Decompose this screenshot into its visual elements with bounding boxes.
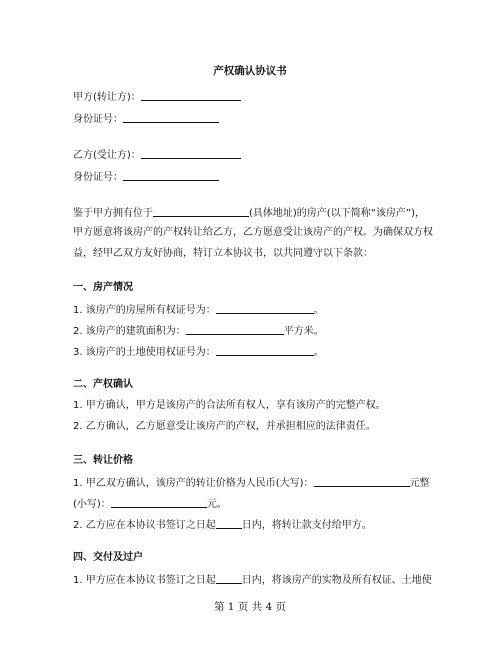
price-upper-blank	[314, 476, 410, 487]
party-a-id-line	[73, 112, 219, 126]
area-blank	[186, 324, 284, 335]
party-a-label: 甲方(转让方)：	[73, 92, 141, 103]
ownership-cert-blank	[216, 303, 314, 314]
s4-item-1	[73, 573, 432, 587]
party-b-label: 乙方(受让方)：	[73, 150, 141, 161]
party-b-id-line	[73, 170, 219, 184]
s1-item-1-end: 。	[313, 305, 324, 316]
party-a-id-blank	[123, 112, 219, 123]
s2-item-2: 2. 乙方确认，乙方愿意受让该房产的产权，并承担相应的法律责任。	[73, 421, 376, 432]
party-b-line	[73, 148, 241, 162]
s3-item-1-unit: 元整	[409, 478, 430, 489]
section-4-heading: 四、交付及过户	[73, 552, 143, 563]
section-3-heading: 三、转让价格	[73, 455, 133, 466]
intro-line-3: 益，经甲乙双方友好协商，特订立本协议书，以共同遵守以下条款：	[73, 248, 373, 259]
intro-line-1	[73, 206, 425, 220]
s3-item-2	[73, 518, 372, 532]
party-b-id-blank	[123, 170, 219, 181]
address-blank	[153, 206, 249, 217]
s1-item-2-text: 2. 该房产的建筑面积为：	[73, 326, 186, 337]
s4-item-1-text: 1. 甲方应在本协议书签订之日起	[73, 575, 216, 586]
s3-lower-label: (小写)：	[73, 499, 111, 510]
land-cert-blank	[216, 345, 314, 356]
price-lower-blank	[111, 497, 207, 508]
document-title: 产权确认协议书	[213, 65, 287, 77]
s1-item-2-end: 平方米。	[283, 326, 324, 337]
intro-line-2: 甲方愿意将该房产的产权转让给乙方，乙方愿意受让该房产的产权。为确保双方权	[73, 227, 433, 238]
intro-text-1a: 鉴于甲方拥有位于	[73, 208, 153, 219]
section-2-heading: 二、产权确认	[73, 379, 133, 390]
s3-lower-unit: 元。	[206, 499, 227, 510]
s1-item-1	[73, 303, 324, 317]
s1-item-1-text: 1. 该房产的房屋所有权证号为：	[73, 305, 216, 316]
s1-item-3-end: 。	[313, 347, 324, 358]
payment-days-blank	[216, 518, 242, 529]
intro-text-1b: (具体地址)的房产(以下简称“该房产”)，	[249, 208, 425, 219]
s2-item-1: 1. 甲方确认，甲方是该房产的合法所有权人，享有该房产的完整产权。	[73, 400, 386, 411]
party-a-blank	[141, 90, 241, 101]
party-b-blank	[141, 148, 241, 159]
s1-item-2	[73, 324, 324, 338]
s3-item-1-cont	[73, 497, 227, 511]
section-1-heading: 一、房产情况	[73, 282, 133, 293]
party-a-line	[73, 90, 241, 104]
s1-item-3	[73, 345, 324, 359]
s3-item-1	[73, 476, 430, 490]
s3-item-2-end: 日内，将转让款支付给甲方。	[241, 520, 372, 531]
party-b-id-label: 身份证号：	[73, 172, 123, 183]
party-a-id-label: 身份证号：	[73, 114, 123, 125]
page-footer: 第 1 页 共 4 页	[213, 601, 287, 613]
s4-item-1-end: 日内，将该房产的实物及所有权证、土地使	[241, 575, 432, 586]
delivery-days-blank	[216, 573, 242, 584]
s1-item-3-text: 3. 该房产的土地使用权证号为：	[73, 347, 216, 358]
s3-item-1-text: 1. 甲乙双方确认，该房产的转让价格为人民币(大写)：	[73, 478, 314, 489]
s3-item-2-text: 2. 乙方应在本协议书签订之日起	[73, 520, 216, 531]
